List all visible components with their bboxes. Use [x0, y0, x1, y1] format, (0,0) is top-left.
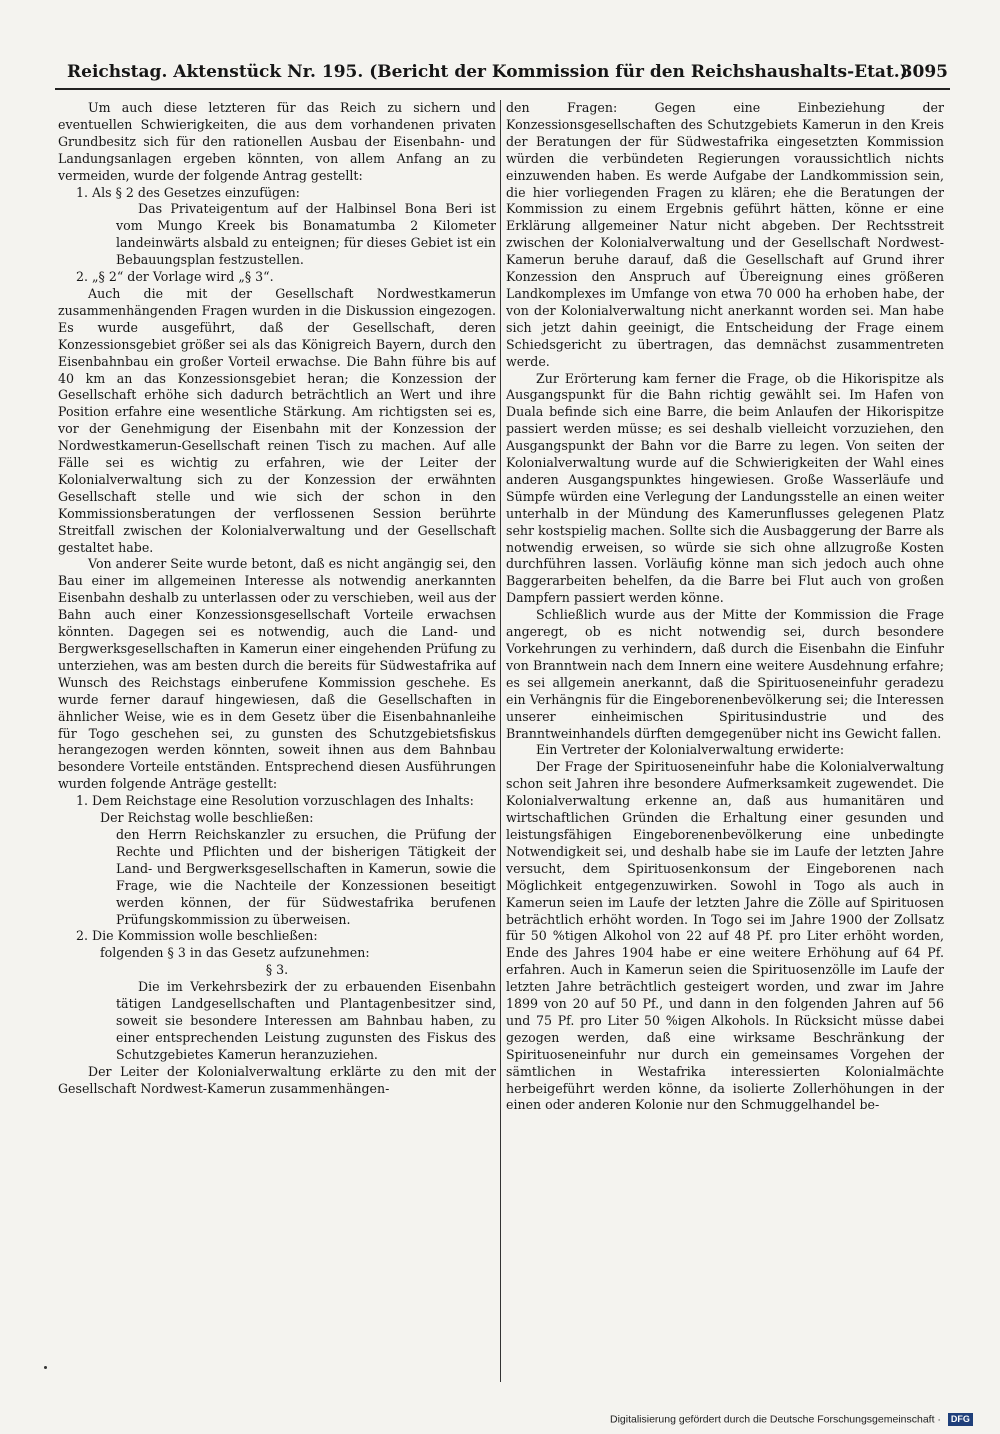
footer [610, 1413, 992, 1429]
quoted-lead: Der Reichstag wolle beschließen: [100, 810, 314, 826]
quoted-text: Die im Verkehrsbezirk der zu erbauenden Eisenbahn tätigen Landgesellschaften und Plantagenbesitzer sind, soweit sie besondere Interessen am Bahnbau haben, zu einer entsprechenden Leistung zugunsten des Fiskus des Schutzgebietes Kamerun heranzuziehen. [116, 979, 496, 1062]
paragraph: Von anderer Seite wurde betont, daß es nicht angängig sei, den Bau einer im allgemeinen Interesse als notwendig anerkannten Eisenbahn deshalb zu unterlassen oder zu verschieben, weil aus der Bahn auch einer Konzessionsgesellschaft Vorteile erwachsen könnten. Dagegen sei es notwendig, auch die Land- und Bergwerksgesellschaften in Kamerun einer eingehenden Prüfung zu unterziehen, was am besten durch die bereits für Südwestafrika auf Wunsch des Reichstags einberufene Kommission geschehe. Es wurde ferner darauf hingewiesen, daß die Gesellschaften in ähnlicher Weise, wie es in dem Gesetz über die Eisenbahnanleihe für Togo geschehen sei, zu gunsten des Schutzgebietsfiskus herangezogen werden könnten, soweit ihnen aus dem Bahnbau besondere Vorteile entständen. Entsprechend diesen Ausführungen wurden folgende Anträge gestellt: [58, 556, 496, 792]
dfg-logo-icon: DFG [948, 1413, 973, 1426]
paragraph: Ein Vertreter der Kolonialverwaltung erwiderte: [536, 742, 845, 758]
quoted-text: den Herrn Reichskanzler zu ersuchen, die Prüfung der Rechte und Pflichten und der bisherigen Tätigkeit der Land- und Bergwerksgesellschaften in Kamerun, sowie die Frage, wie die Nachteile der Konzessionen beseitigt werden können, der für Südwestafrika berufenen Prüfungskommission zu überweisen. [116, 826, 496, 927]
list-item: 2. „§ 2“ der Vorlage wird „§ 3“. [76, 269, 274, 285]
paragraph: Der Frage der Spirituoseneinfuhr habe die Kolonialverwaltung schon seit Jahren ihre besondere Aufmerksamkeit zugewendet. Die Kolonialverwaltung erkenne an, daß aus humanitären und wirtschaftlichen Gründen die Erhaltung einer gesunden und leistungsfähigen Eingeborenenbevölkerung eine unbedingte Notwendigkeit sei, und deshalb habe sie im Laufe der letzten Jahre versucht, dem Spirituosenkonsum der Eingeborenen nach Möglichkeit entgegenzuwirken. Sowohl in Togo als auch in Kamerun seien im Laufe der letzten Jahre die Zölle auf Spirituosen beträchtlich erhöht worden. In Togo sei im Jahre 1900 der Zollsatz für 50 %tigen Alkohol von 22 auf 48 Pf. pro Liter erhöht worden, Ende des Jahres 1904 habe er eine weitere Erhöhung auf 64 Pf. erfahren. Auch in Kamerun seien die Spirituosenzölle im Laufe der letzten Jahre beträchtlich gesteigert worden, und zwar im Jahre 1899 von 20 auf 50 Pf., und dann in den folgenden Jahren auf 56 und 75 Pf. pro Liter 50 %igen Alkohols. In Rücksicht müsse dabei gezogen werden, daß eine wirksame Beschränkung der Spirituoseneinfuhr nur durch ein gemeinsames Vorgehen der sämtlichen in Westafrika interessierten Kolonialmächte herbeigeführt werden könne, da isolierte Zollerhöhungen in der einen oder anderen Kolonie nur den Schmuggelhandel be- [506, 759, 944, 1113]
paragraph: Der Leiter der Kolonialverwaltung erklärte zu den mit der Gesellschaft Nordwest-Kamerun zusammenhängen- [58, 1063, 496, 1096]
margin-mark [44, 1366, 47, 1369]
section-heading: § 3. [265, 962, 289, 978]
left-column [58, 100, 496, 1385]
list-item: 1. Dem Reichstage eine Resolution vorzuschlagen des Inhalts: [76, 793, 474, 809]
page-number: 3095 [900, 62, 948, 82]
paragraph: Schließlich wurde aus der Mitte der Kommission die Frage angeregt, ob es nicht notwendig sei, durch besondere Vorkehrungen zu verhindern, daß durch die Eisenbahn die Einfuhr von Branntwein nach dem Innern eine weitere Ausdehnung erfahre; es sei allgemein anerkannt, daß die Spirituoseneinfuhr geradezu ein Verhängnis für die Eingeborenenbevölkerung sei; die Interessen unserer einheimischen Spiritusindustrie und des Branntweinhandels dürften demgegenüber nicht ins Gewicht fallen. [506, 607, 944, 741]
paragraph: Auch die mit der Gesellschaft Nordwestkamerun zusammenhängenden Fragen wurden in die Diskussion eingezogen. Es wurde ausgeführt, daß der Gesellschaft, deren Konzessionsgebiet größer sei als das Königreich Bayern, durch den Eisenbahnbau ein großer Vorteil erwachse. Die Bahn führe bis auf 40 km an das Konzessionsgebiet heran; die Konzession der Gesellschaft erhöhe sich dadurch beträchtlich an Wert und ihre Position erfahre eine wesentliche Stärkung. Am richtigsten sei es, vor der Genehmigung der Eisenbahn mit der Konzession der Nordwestkamerun-Gesellschaft reinen Tisch zu machen. Auf alle Fälle sei es wichtig zu erfahren, wie der Leiter der Kolonialverwaltung sich zu der Konzession der erwähnten Gesellschaft stelle und wie sich der schon in den Kommissionsberatungen der verflossenen Session berührte Streitfall zwischen der Kolonialverwaltung und der Gesellschaft gestaltet habe. [58, 285, 496, 555]
header-title: Reichstag. Aktenstück Nr. 195. (Bericht der Kommission für den Reichshaushalts-Etat.) [67, 62, 908, 82]
column-divider [500, 100, 501, 1382]
quoted-text: Das Privateigentum auf der Halbinsel Bona Beri ist vom Mungo Kreek bis Bonamatumba 2 Kilometer landeinwärts alsbald zu enteignen; für dieses Gebiet ist ein Bebauungsplan festzustellen. [116, 201, 496, 268]
paragraph: Zur Erörterung kam ferner die Frage, ob die Hikorispitze als Ausgangspunkt für die Bahn richtig gewählt sei. Im Hafen von Duala befinde sich eine Barre, die beim Anlaufen der Hikorispitze passiert werden müsse; es sei deshalb vielleicht vorzuziehen, den Ausgangspunkt der Bahn vor die Barre zu legen. Von seiten der Kolonialverwaltung wurde auf die Schwierigkeiten der Wahl eines anderen Ausgangspunktes hingewiesen. Große Wasserläufe und Sümpfe würden eine Verlegung der Landungsstelle an einen weiter unterhalb in der Mündung des Kamerunflusses gelegenen Platz sehr kostspielig machen. Sollte sich die Ausbaggerung der Barre als notwendig erweisen, so würde sie sich ohne allzugroße Kosten durchführen lassen. Vorläufig könne man sich jedoch auch ohne Baggerarbeiten behelfen, da die Barre bei Flut auch von großen Dampfern passiert werden könne. [506, 370, 944, 606]
footer-credit: Digitalisierung gefördert durch die Deutsche Forschungsgemeinschaft · [610, 1413, 941, 1426]
list-item: 1. Als § 2 des Gesetzes einzufügen: [76, 184, 300, 200]
page-header [55, 58, 950, 90]
paragraph: Um auch diese letzteren für das Reich zu sichern und eventuellen Schwierigkeiten, die aus dem vorhandenen privaten Grundbesitz sich für den rationellen Ausbau der Eisenbahn- und Landungsanlagen ergeben könnten, von allem Anfang an zu vermeiden, wurde der folgende Antrag gestellt: [58, 100, 496, 183]
list-item: 2. Die Kommission wolle beschließen: [76, 928, 318, 944]
paragraph: den Fragen: Gegen eine Einbeziehung der Konzessionsgesellschaften des Schutzgebiets Kamerun in den Kreis der Beratungen der für Südwestafrika eingesetzten Kommission würden die verbündeten Regierungen voraussichtlich nichts einzuwenden haben. Es werde Aufgabe der Landkommission sein, die hier vorliegenden Fragen zu klären; ehe die Beratungen der Kommission zu einem Ergebnis geführt hätten, könne er eine Erklärung allgemeiner Natur nicht abgeben. Der Rechtsstreit zwischen der Kolonialverwaltung und der Gesellschaft Nordwest-Kamerun beruhe darauf, daß die Gesellschaft auf Grund ihrer Konzession den Anspruch auf Übereignung eines größeren Landkomplexes im Umfange von etwa 70 000 ha erhoben habe, der von der Kolonialverwaltung nicht anerkannt worden sei. Man habe sich jetzt dahin geeinigt, die Entscheidung der Frage einem Schiedsgericht zu übertragen, das demnächst zusammentreten werde. [506, 100, 944, 369]
quoted-lead: folgenden § 3 in das Gesetz aufzunehmen: [100, 945, 370, 961]
right-column [506, 100, 944, 1385]
